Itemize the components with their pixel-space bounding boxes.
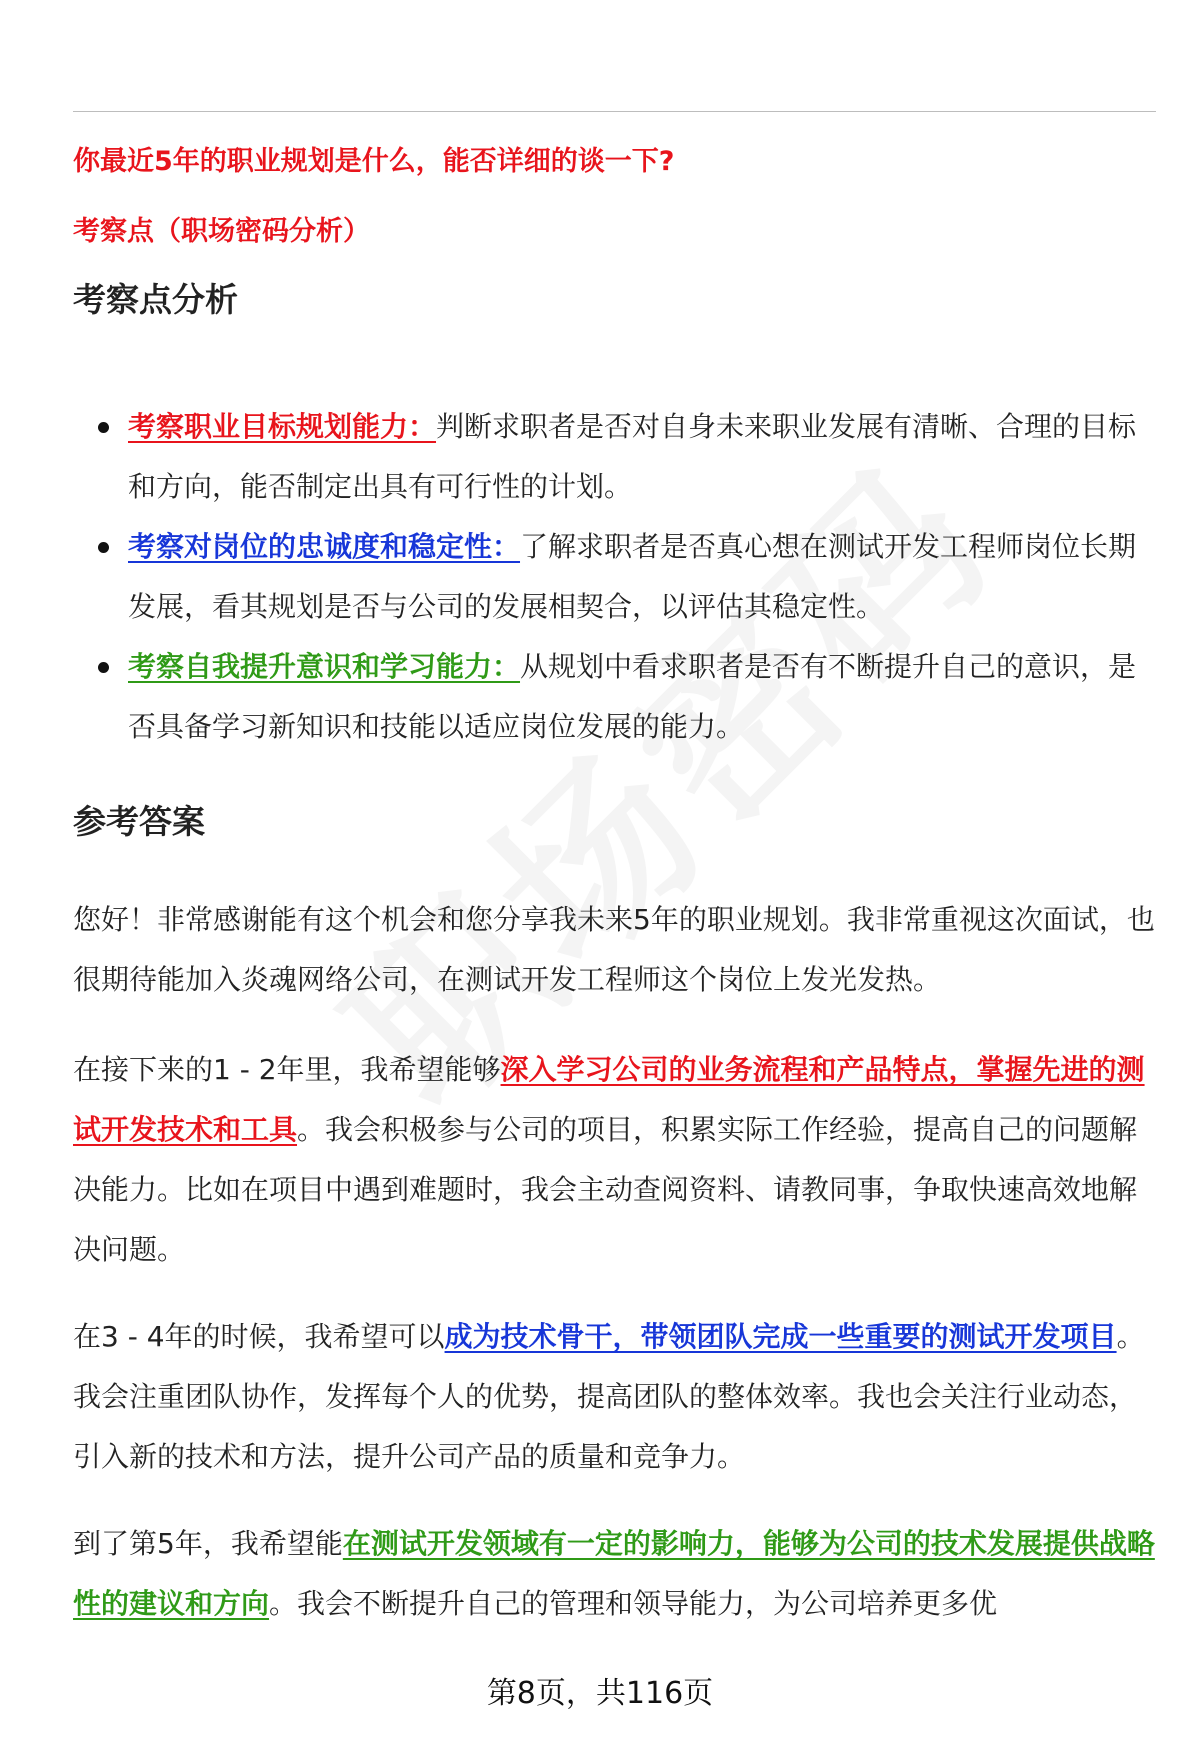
- page-number: 第8页，共116页: [486, 1676, 714, 1711]
- analysis-item: [73, 397, 1163, 517]
- answer-paragraph-1: 您好！非常感谢能有这个机会和您分享我未来5年的职业规划。我非常重视这次面试，也很期待能加入炎魂网络公司，在测试开发工程师这个岗位上发光发热。: [73, 903, 1155, 996]
- analysis-item-label: 考察对岗位的忠诚度和稳定性：: [128, 530, 521, 563]
- question-title: 你最近5年的职业规划是什么，能否详细的谈一下?: [73, 146, 675, 177]
- analysis-item-text: 从规划中看求职者是否有不断提升自己的意识，是否具备学习新知识和技能以适应岗位发展的能力。: [128, 650, 1137, 743]
- bullet-icon: [98, 422, 109, 433]
- paragraph-text: 。我会注重团队协作，发挥每个人的优势，提高团队的整体效率。我也会关注行业动态，引入新的技术和方法，提升公司产品的质量和竞争力。: [73, 1320, 1145, 1473]
- paragraph-text: 在接下来的1 - 2年里，我希望能够: [73, 1053, 501, 1086]
- top-divider: [73, 111, 1156, 112]
- analysis-item-text: 判断求职者是否对自身未来职业发展有清晰、合理的目标和方向，能否制定出具有可行性的计划。: [128, 410, 1137, 503]
- answer-paragraph-4: [73, 1514, 1158, 1634]
- analysis-item-label: 考察自我提升意识和学习能力：: [128, 650, 521, 683]
- section-subtitle: 考察点（职场密码分析）: [73, 216, 370, 247]
- paragraph-highlight: 深入学习公司的业务流程和产品特点，掌握先进的测试开发技术和工具: [73, 1053, 1145, 1146]
- analysis-item-text: 了解求职者是否真心想在测试开发工程师岗位长期发展，看其规划是否与公司的发展相契合，以评估其稳定性。: [128, 530, 1137, 623]
- paragraph-text: 在3 - 4年的时候，我希望可以: [73, 1320, 445, 1353]
- analysis-heading: 考察点分析: [73, 280, 238, 319]
- answer-paragraph-3: [73, 1307, 1158, 1487]
- paragraph-text: 到了第5年，我希望能: [73, 1527, 343, 1560]
- paragraph-highlight: 成为技术骨干，带领团队完成一些重要的测试开发项目: [444, 1320, 1117, 1353]
- paragraph-text: 。我会不断提升自己的管理和领导能力，为公司培养更多优: [269, 1587, 998, 1620]
- analysis-item: [73, 517, 1163, 637]
- paragraph-highlight: 在测试开发领域有一定的影响力，能够为公司的技术发展提供战略性的建议和方向: [73, 1527, 1155, 1620]
- answer-heading: 参考答案: [73, 802, 205, 841]
- bullet-icon: [98, 662, 109, 673]
- analysis-list: [73, 397, 1163, 757]
- analysis-item: [73, 637, 1163, 757]
- answer-paragraph-2: [73, 1040, 1158, 1280]
- bullet-icon: [98, 542, 109, 553]
- paragraph-text: 。我会积极参与公司的项目，积累实际工作经验，提高自己的问题解决能力。比如在项目中遇到难题时，我会主动查阅资料、请教同事，争取快速高效地解决问题。: [73, 1113, 1138, 1266]
- analysis-item-label: 考察职业目标规划能力：: [128, 410, 437, 443]
